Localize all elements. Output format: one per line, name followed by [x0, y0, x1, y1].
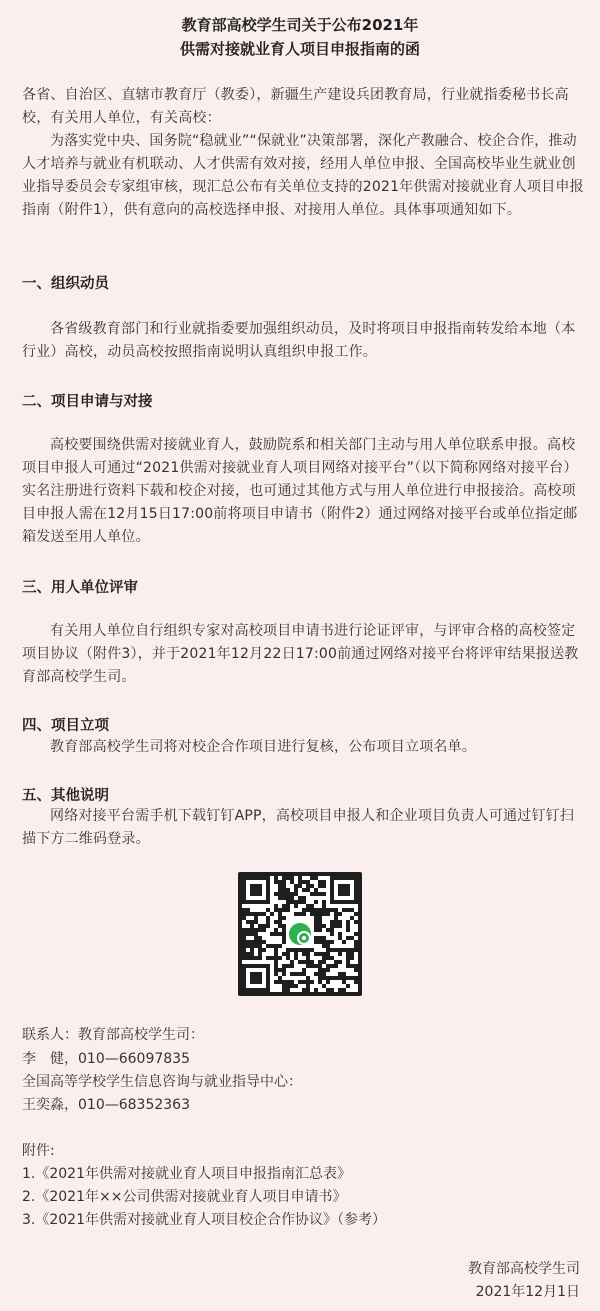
section-4-heading: 四、项目立项	[22, 718, 109, 734]
contact-label: 联系人：教育部高校学生司：	[22, 1027, 204, 1043]
contact-org-2: 全国高等学校学生信息咨询与就业指导中心：	[22, 1074, 302, 1090]
section-3-body: 有关用人单位自行组织专家对高校项目申请书进行论证评审，与评审合格的高校签定项目协议（附件3），并于2021年12月22日17:00前通过网络对接平台将评审结果报送教育部高校学生司。	[22, 623, 579, 685]
title-line-1: 教育部高校学生司关于公布2021年	[181, 16, 419, 34]
attachment-item-2: 2.《2021年××公司供需对接就业育人项目申请书》	[22, 1189, 347, 1205]
attachment-item-3: 3.《2021年供需对接就业育人项目校企合作协议》（参考）	[22, 1212, 386, 1228]
section-3-heading: 三、用人单位评审	[22, 580, 138, 596]
intro-paragraph: 为落实党中央、国务院“稳就业”“保就业”决策部署，深化产教融合、校企合作，推动人才培养与就业有机联动、人才供需有效对接，经用人单位申报、全国高校毕业生就业创业指导委员会专家组审核，现汇总公布有关单位支持的2021年供需对接就业育人项目申报指南（附件1），供有意向的高校选择申报、对接用人单位。具体事项通知如下。	[22, 133, 584, 218]
title-line-2: 供需对接就业育人项目申报指南的函	[179, 40, 420, 58]
section-1-heading: 一、组织动员	[22, 276, 109, 292]
qr-code[interactable]	[238, 872, 362, 996]
signature: 教育部高校学生司	[468, 1261, 580, 1277]
recipients: 各省、自治区、直辖市教育厅（教委），新疆生产建设兵团教育局，行业就指委秘书长高校，有关用人单位，有关高校：	[22, 87, 569, 126]
attachments-label: 附件:	[22, 1143, 55, 1159]
dingtalk-logo-icon	[286, 920, 314, 948]
contact-person-1: 李 健，010—66097835	[22, 1051, 190, 1067]
date: 2021年12月1日	[475, 1284, 580, 1300]
contact-person-2: 王奕淼，010—68352363	[22, 1097, 190, 1113]
section-5-heading: 五、其他说明	[22, 788, 109, 804]
section-5-body: 网络对接平台需手机下载钉钉APP，高校项目申报人和企业项目负责人可通过钉钉扫描下方二维码登录。	[22, 808, 575, 847]
section-4-body: 教育部高校学生司将对校企合作项目进行复核，公布项目立项名单。	[50, 739, 476, 755]
attachment-item-1: 1.《2021年供需对接就业育人项目申报指南汇总表》	[22, 1166, 351, 1182]
section-2-body: 高校要围绕供需对接就业育人，鼓励院系和相关部门主动与用人单位联系申报。高校项目申报人可通过“2021供需对接就业育人项目网络对接平台”（以下简称网络对接平台）实名注册进行资料下载和校企对接，也可通过其他方式与用人单位进行申报接洽。高校项目申报人需在12月15日17:00前将项目申请书（附件2）通过网络对接平台或单位指定邮箱发送至用人单位。	[22, 437, 578, 545]
section-2-heading: 二、项目申请与对接	[22, 394, 153, 410]
section-1-body: 各省级教育部门和行业就指委要加强组织动员，及时将项目申报指南转发给本地（本行业）高校，动员高校按照指南说明认真组织申报工作。	[22, 321, 576, 360]
